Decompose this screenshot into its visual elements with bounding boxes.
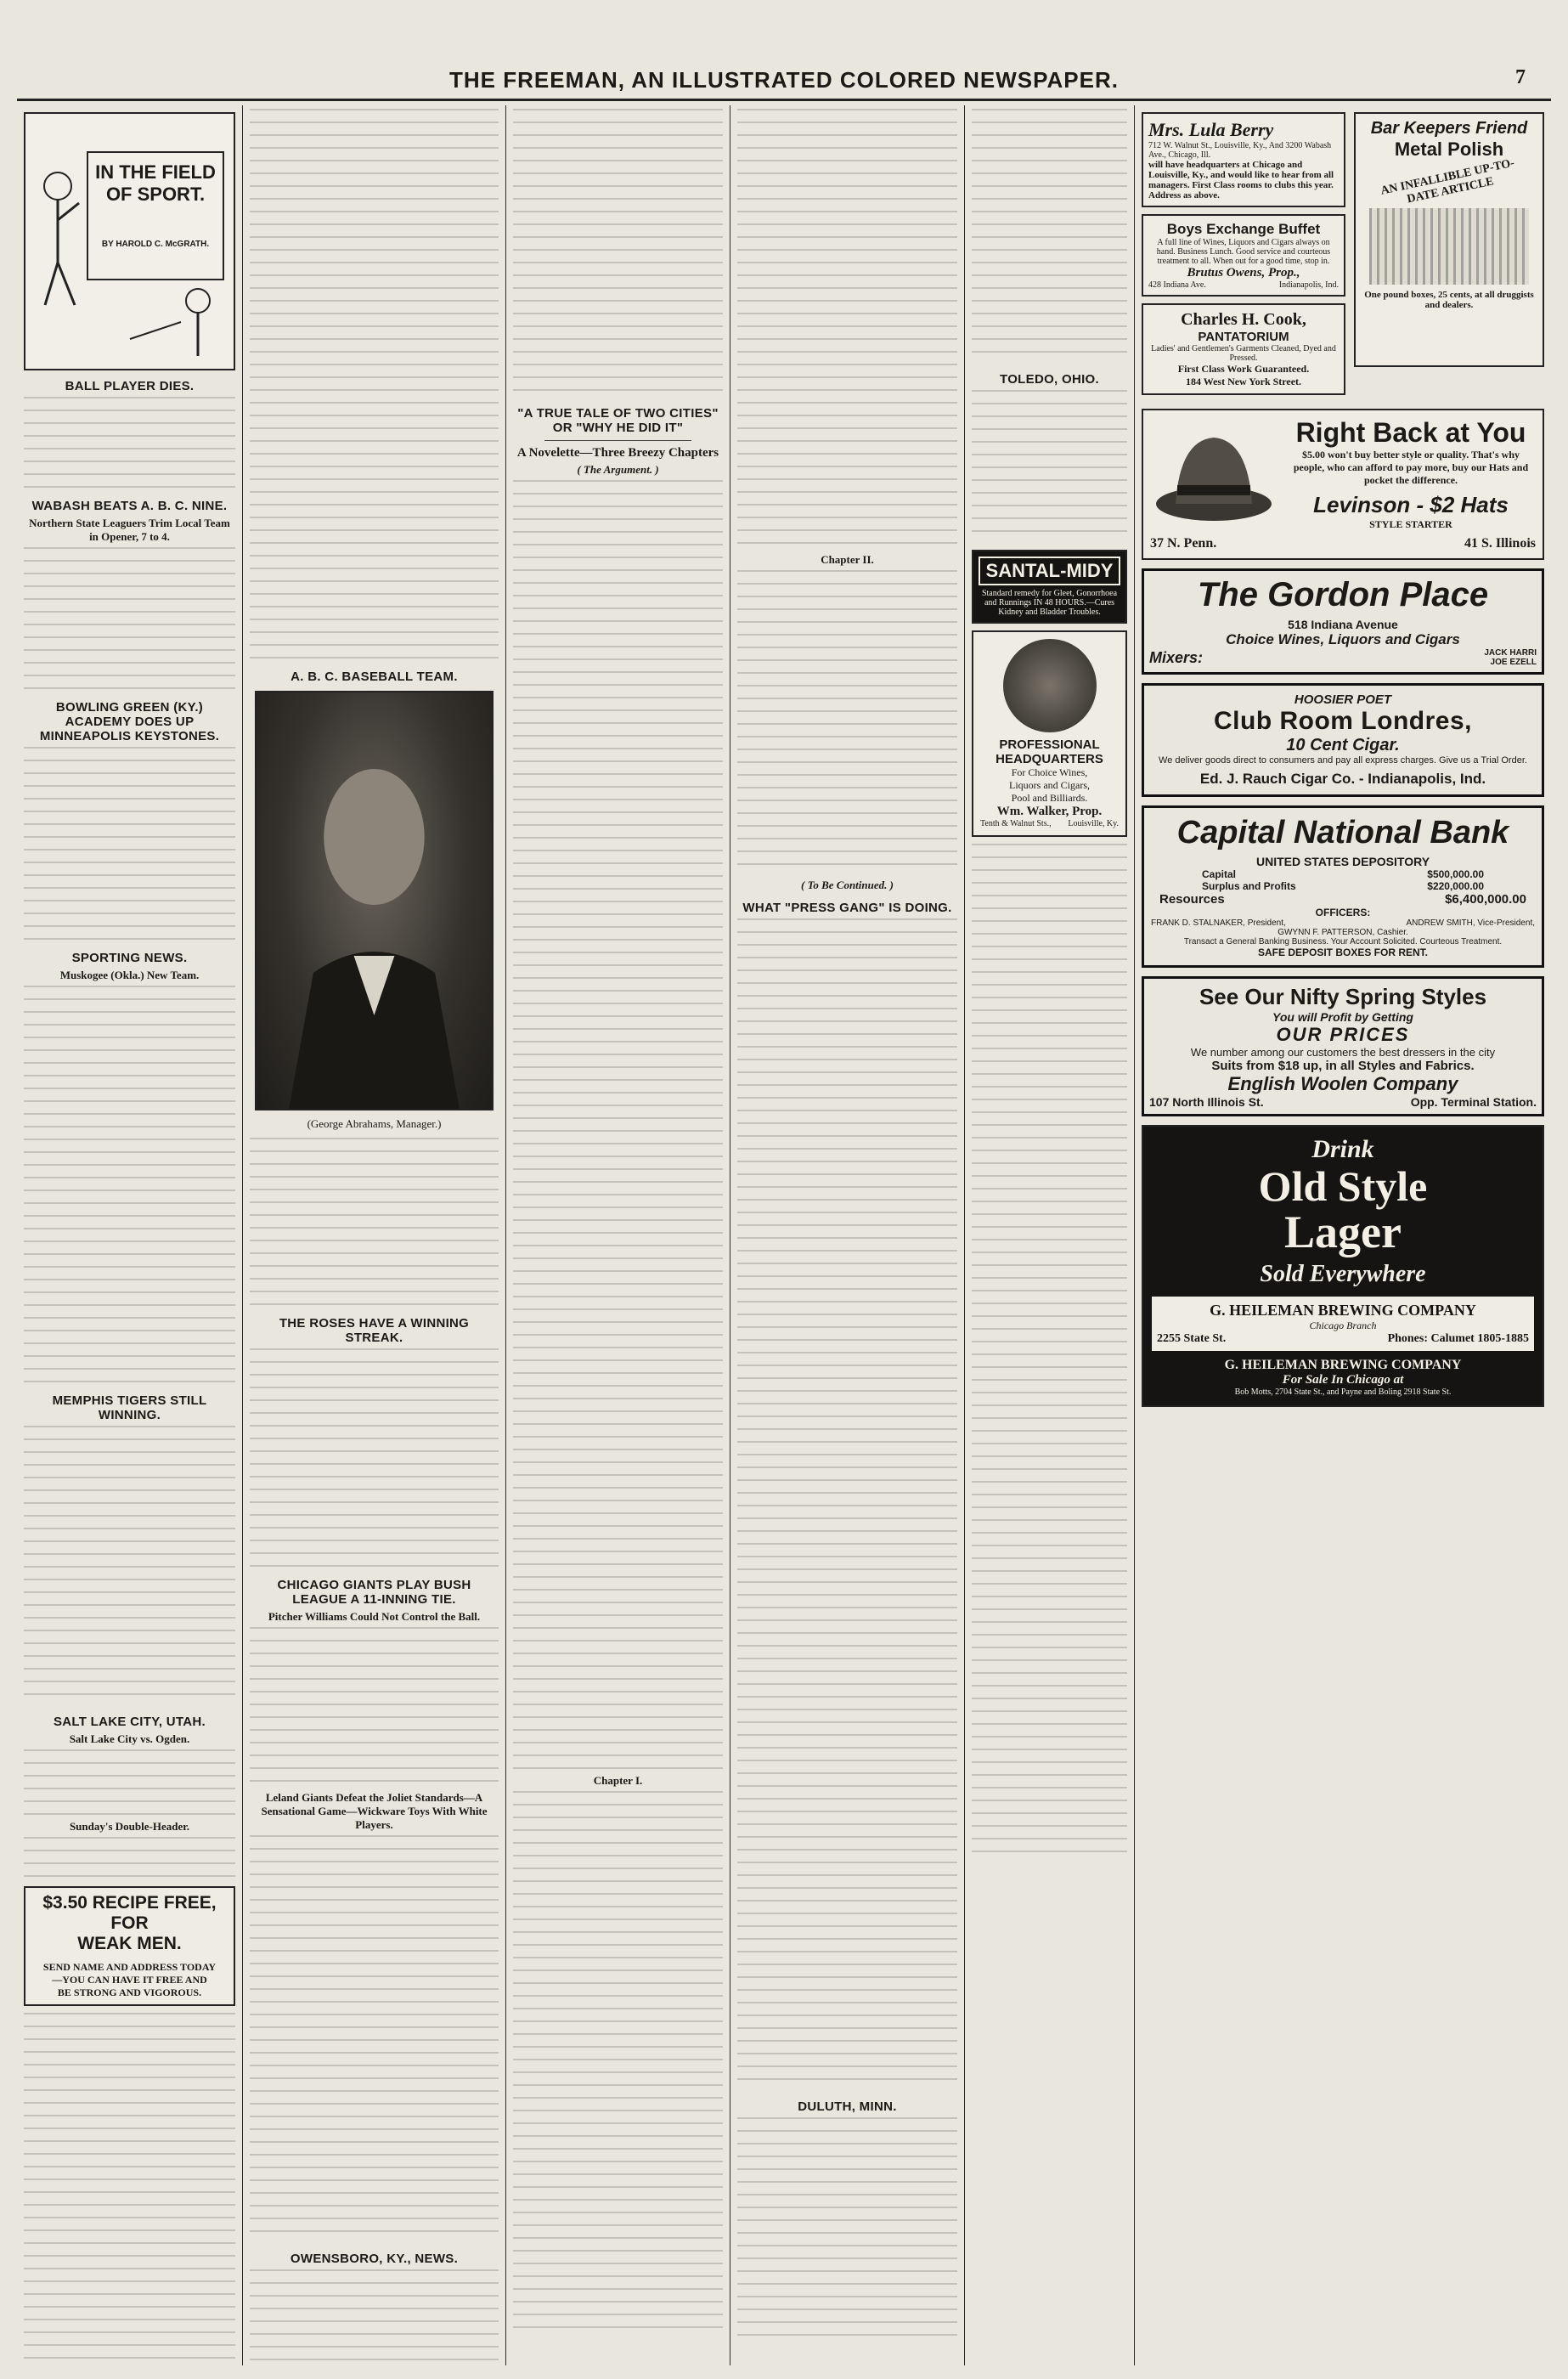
article-text — [24, 986, 235, 1385]
headline-chicago-giants: CHICAGO GIANTS PLAY BUSH LEAGUE A 11-INNING TIE. — [277, 1578, 471, 1607]
styles-address-2: Opp. Terminal Station. — [1410, 1095, 1537, 1109]
santal-midy-ad — [972, 550, 1127, 624]
recipe-ad-line-3: SEND NAME AND ADDRESS TODAY — [42, 1961, 217, 1973]
recipe-ad — [24, 1886, 235, 2006]
headline-roses: THE ROSES HAVE A WINNING STREAK. — [279, 1316, 470, 1345]
recipe-ad-line-2: WEAK MEN. — [77, 1934, 182, 1953]
club-title: Club Room Londres, — [1214, 707, 1472, 735]
cartoon-title-2: OF SPORT. — [105, 184, 206, 205]
cook-address: 184 West New York Street. — [1185, 376, 1302, 387]
bank-surplus-label: Surplus and Profits — [1202, 880, 1296, 892]
article-text — [24, 747, 235, 942]
club-maker: Ed. J. Rauch Cigar Co. - Indianapolis, Ind. — [1199, 771, 1486, 787]
article-text — [737, 918, 957, 2091]
headline-memphis-tigers: MEMPHIS TIGERS STILL WINNING. — [52, 1393, 207, 1422]
berry-address: 712 W. Walnut St., Louisville, Ky., And 3200 Wabash Ave., Chicago, Ill. — [1148, 141, 1332, 160]
levinson-title: Right Back at You — [1295, 417, 1526, 448]
column-1 — [17, 105, 243, 2365]
lager-name-2: Lager — [1284, 1206, 1402, 1257]
lager-footer-3: Bob Motts, 2704 State St., and Payne and Boling 2918 State St. — [1234, 1387, 1452, 1397]
levinson-text: $5.00 won't buy better style or quality. That's why people, who can afford to pay more, buy our Hats and pocket the difference. — [1293, 449, 1529, 486]
gordon-title: The Gordon Place — [1197, 576, 1489, 613]
levinson-name: Levinson - $2 Hats — [1313, 492, 1509, 517]
subhead-muskogee: Muskogee (Okla.) New Team. — [59, 969, 200, 981]
club-price: 10 Cent Cigar. — [1286, 736, 1400, 754]
article-text — [737, 109, 957, 551]
recipe-ad-line-4: —YOU CAN HAVE IT FREE AND — [52, 1974, 207, 1986]
article-text — [24, 547, 235, 692]
styles-title: See Our Nifty Spring Styles — [1199, 984, 1487, 1009]
professional-headquarters-ad — [972, 630, 1127, 837]
styles-subtitle: You will Profit by Getting — [1272, 1010, 1413, 1024]
lager-name-1: Old Style — [1258, 1162, 1428, 1210]
berry-text: will have headquarters at Chicago and Louisville, Ky., and would like to hear from all managers. First Class rooms to clubs this year. Address as above. — [1148, 160, 1334, 201]
headline-sporting-news: SPORTING NEWS. — [71, 951, 188, 965]
capital-national-bank-ad — [1142, 805, 1544, 968]
prof-line-4: Liquors and Cigars, — [1009, 779, 1090, 791]
boys-text: A full line of Wines, Liquors and Cigars always on hand. Business Lunch. Good service and courteous treatment to all. When out for a good time, stop in. — [1156, 238, 1331, 266]
prof-line-5: Pool and Billiards. — [1011, 792, 1088, 804]
subhead-argument: ( The Argument. ) — [577, 463, 659, 476]
headline-bowling-green: BOWLING GREEN (KY.) ACADEMY DOES UP MINNEAPOLIS KEYSTONES. — [39, 700, 220, 743]
bank-officer-1: FRANK D. STALNAKER, President, — [1151, 918, 1286, 928]
article-text — [24, 2013, 235, 2365]
article-text — [513, 480, 723, 1772]
headline-toledo: TOLEDO, OHIO. — [1000, 372, 1099, 387]
levinson-address-1: 37 N. Penn. — [1150, 536, 1217, 551]
cook-guarantee: First Class Work Guaranteed. — [1177, 363, 1310, 375]
article-text — [24, 397, 235, 490]
cook-shop: PANTATORIUM — [1198, 330, 1289, 344]
lager-sold: Sold Everywhere — [1260, 1261, 1426, 1287]
bk-illustration — [1369, 208, 1528, 285]
prof-line-6: Wm. Walker, Prop. — [996, 805, 1103, 818]
gordon-name-2: JOE EZELL — [1490, 658, 1537, 667]
bank-safe-deposit: SAFE DEPOSIT BOXES FOR RENT. — [1257, 947, 1429, 958]
article-text — [250, 1627, 499, 1788]
boys-prop: Brutus Owens, Prop., — [1187, 266, 1300, 280]
article-text — [737, 2117, 957, 2338]
bk-title: Bar Keepers Friend — [1370, 119, 1528, 138]
boys-address: 428 Indiana Ave. — [1148, 280, 1206, 290]
boys-city: Indianapolis, Ind. — [1278, 280, 1339, 290]
article-text — [24, 1749, 235, 1817]
column-6 — [1135, 105, 1551, 2365]
portrait-caption: (George Abrahams, Manager.) — [307, 1117, 442, 1130]
article-text — [513, 109, 723, 398]
article-text — [24, 1837, 235, 1879]
gordon-mixers: Mixers: — [1149, 648, 1204, 666]
lager-footer-1: G. HEILEMAN BREWING COMPANY — [1224, 1358, 1462, 1372]
bank-capital: $500,000.00 — [1427, 868, 1484, 880]
to-be-continued: ( To Be Continued. ) — [801, 879, 894, 891]
column-2 — [243, 105, 506, 2365]
lager-phones: Phones: Calumet 1805-1885 — [1387, 1332, 1529, 1345]
lager-footer-2: For Sale In Chicago at — [1282, 1373, 1404, 1387]
bk-note: One pound boxes, 25 cents, at all druggists and dealers. — [1364, 290, 1534, 310]
column-5 — [965, 105, 1135, 2365]
portrait-image — [257, 692, 492, 1109]
santal-title: SANTAL-MIDY — [979, 557, 1120, 585]
levinson-address-2: 41 S. Illinois — [1464, 536, 1536, 551]
proprietor-photo — [1003, 639, 1097, 732]
article-text — [24, 1426, 235, 1706]
subhead-double-header: Sunday's Double-Header. — [69, 1820, 190, 1833]
gordon-text: Choice Wines, Liquors and Cigars — [1226, 631, 1460, 647]
cook-text: Ladies' and Gentlemen's Garments Cleaned, Dyed and Pressed. — [1151, 344, 1336, 363]
subhead-chapter-1: Chapter I. — [593, 1774, 643, 1787]
club-text: We deliver goods direct to consumers and pay all express charges. Give us a Trial Order. — [1159, 755, 1527, 766]
lager-address: 2255 State St. — [1157, 1332, 1227, 1345]
column-4 — [730, 105, 965, 2365]
boys-title: Boys Exchange Buffet — [1166, 221, 1321, 237]
hat-illustration — [1150, 419, 1278, 529]
bank-officers: OFFICERS: — [1315, 907, 1371, 918]
article-text — [250, 1138, 499, 1308]
levinson-style: STYLE STARTER — [1369, 518, 1452, 530]
bk-subtitle: Metal Polish — [1394, 138, 1504, 160]
cook-pantatorium-ad — [1142, 303, 1345, 395]
headline-ball-player-dies: BALL PLAYER DIES. — [65, 379, 195, 393]
lager-company: G. HEILEMAN BREWING COMPANY — [1210, 1302, 1476, 1319]
article-text — [250, 1835, 499, 2243]
headline-wabash: WABASH BEATS A. B. C. NINE. — [31, 499, 228, 513]
article-text — [250, 1348, 499, 1569]
old-style-lager-ad — [1142, 1125, 1544, 1407]
styles-suits: Suits from $18 up, in all Styles and Fabrics. — [1211, 1059, 1475, 1073]
bank-text: Transact a General Banking Business. Your Account Solicited. Courteous Treatment. — [1183, 937, 1503, 947]
article-text — [972, 390, 1127, 543]
prof-line-7: Tenth & Walnut Sts., — [980, 819, 1052, 828]
bar-keepers-friend-ad — [1354, 112, 1544, 367]
gordon-place-ad — [1142, 568, 1544, 675]
lula-berry-ad — [1142, 112, 1345, 207]
headline-true-tale: "A TRUE TALE OF TWO CITIES" OR "WHY HE DID IT" — [517, 406, 719, 435]
subhead-ogden: Salt Lake City vs. Ogden. — [69, 1732, 190, 1745]
styles-address-1: 107 North Illinois St. — [1149, 1095, 1264, 1109]
bank-officer-2: ANDREW SMITH, Vice-President, — [1406, 918, 1535, 928]
bank-capital-label: Capital — [1202, 868, 1237, 880]
recipe-ad-line-5: BE STRONG AND VIGOROUS. — [57, 1986, 202, 1998]
headline-press-gang: WHAT "PRESS GANG" IS DOING. — [742, 901, 952, 915]
styles-company: English Woolen Company — [1227, 1073, 1458, 1094]
bk-up-to-date: AN INFALLIBLE UP-TO-DATE ARTICLE — [1379, 156, 1516, 206]
masthead-title: THE FREEMAN, AN ILLUSTRATED COLORED NEWSPAPER. — [449, 66, 1119, 93]
headline-owensboro: OWENSBORO, KY., NEWS. — [290, 2252, 459, 2266]
lager-drink: Drink — [1311, 1135, 1374, 1163]
manager-portrait — [255, 691, 494, 1110]
page-number: 7 — [1515, 66, 1526, 88]
bank-surplus: $220,000.00 — [1427, 880, 1484, 892]
article-text — [250, 109, 499, 661]
levinson-hats-ad — [1142, 409, 1544, 560]
club-top: HOOSIER POET — [1294, 692, 1392, 707]
berry-name: Mrs. Lula Berry — [1148, 119, 1274, 140]
article-text — [250, 2269, 499, 2365]
article-text — [513, 1791, 723, 2335]
bank-title: Capital National Bank — [1176, 815, 1509, 850]
bank-resources: $6,400,000.00 — [1445, 892, 1526, 907]
club-room-londres-ad — [1142, 683, 1544, 797]
subhead-wabash: Northern State Leaguers Trim Local Team in Opener, 7 to 4. — [29, 517, 230, 543]
english-woolen-ad — [1142, 976, 1544, 1116]
column-3 — [506, 105, 730, 2365]
bank-resources-label: Resources — [1159, 892, 1225, 907]
recipe-ad-line-1: $3.50 RECIPE FREE, FOR — [42, 1893, 217, 1933]
cartoon-byline: BY HAROLD C. McGRATH. — [101, 240, 210, 249]
headline-salt-lake: SALT LAKE CITY, UTAH. — [53, 1715, 206, 1729]
subhead-leland-giants: Leland Giants Defeat the Joliet Standards—A Sensational Game—Wickware Toys With White Players. — [261, 1791, 488, 1831]
gordon-address: 518 Indiana Avenue — [1288, 618, 1398, 631]
prof-line-2: HEADQUARTERS — [996, 752, 1103, 766]
article-text — [972, 844, 1127, 1863]
lager-branch: Chicago Branch — [1309, 1319, 1377, 1331]
subhead-chapter-2: Chapter II. — [821, 553, 874, 566]
cartoon-title-1: IN THE FIELD — [95, 161, 216, 183]
subhead-novelette: A Novelette—Three Breezy Chapters — [516, 446, 719, 460]
boys-exchange-ad — [1142, 214, 1345, 297]
prof-line-3: For Choice Wines, — [1011, 766, 1088, 778]
article-text — [972, 109, 1127, 364]
bank-subtitle: UNITED STATES DEPOSITORY — [1255, 855, 1430, 868]
bank-officer-3: GWYNN F. PATTERSON, Cashier. — [1278, 928, 1408, 937]
styles-text: We number among our customers the best dressers in the city — [1190, 1046, 1496, 1059]
headline-duluth: DULUTH, MINN. — [798, 2099, 897, 2114]
masthead — [17, 61, 1551, 101]
subhead-pitcher-williams: Pitcher Williams Could Not Control the Ball. — [268, 1610, 481, 1623]
santal-text: Standard remedy for Gleet, Gonorrhoea and Runnings IN 48 HOURS.—Cures Kidney and Bladder Troubles. — [981, 589, 1118, 617]
gordon-name-1: JACK HARRI — [1484, 648, 1537, 658]
prof-line-8: Louisville, Ky. — [1068, 819, 1119, 828]
styles-prices: OUR PRICES — [1276, 1024, 1410, 1045]
prof-line-1: PROFESSIONAL — [999, 737, 1100, 752]
cook-name: Charles H. Cook, — [1181, 310, 1306, 329]
headline-abc-team: A. B. C. BASEBALL TEAM. — [290, 670, 458, 684]
sport-cartoon — [24, 112, 235, 370]
article-text — [737, 570, 957, 876]
